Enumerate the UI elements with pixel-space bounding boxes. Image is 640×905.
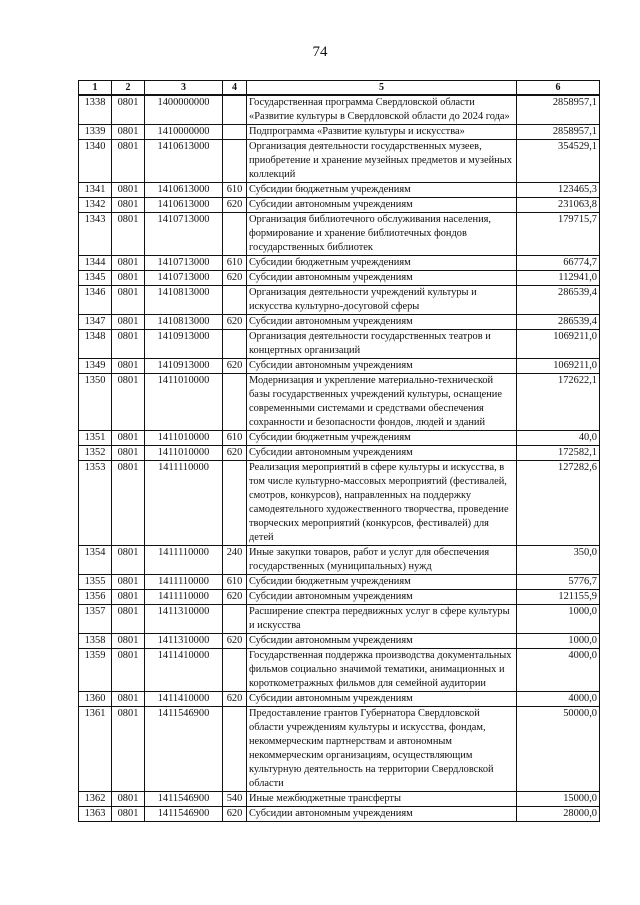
table-row	[79, 590, 600, 605]
row-number-cell: 1341	[79, 183, 112, 198]
table-header-row	[79, 81, 600, 96]
amount-cell: 231063,8	[517, 198, 600, 213]
item-name-cell: Государственная поддержка производства документальных фильмов социально значимой тематики, анимационных и короткометражных фильмов для семейной аудитории	[247, 649, 517, 692]
section-code-cell: 0801	[112, 95, 145, 125]
section-code-cell: 0801	[112, 140, 145, 183]
item-name-cell: Иные межбюджетные трансферты	[247, 792, 517, 807]
item-name-cell: Субсидии автономным учреждениям	[247, 198, 517, 213]
expense-type-cell: 620	[223, 271, 247, 286]
section-code-cell: 0801	[112, 256, 145, 271]
table-row	[79, 213, 600, 256]
target-code-cell: 1411546900	[145, 707, 223, 792]
row-number-cell: 1346	[79, 286, 112, 315]
amount-cell: 1000,0	[517, 634, 600, 649]
row-number-cell: 1345	[79, 271, 112, 286]
table-row	[79, 359, 600, 374]
row-number-cell: 1343	[79, 213, 112, 256]
section-code-cell: 0801	[112, 198, 145, 213]
table-row	[79, 330, 600, 359]
column-header: 3	[145, 81, 223, 96]
target-code-cell: 1410613000	[145, 198, 223, 213]
target-code-cell: 1411546900	[145, 807, 223, 822]
amount-cell: 15000,0	[517, 792, 600, 807]
expense-type-cell: 620	[223, 446, 247, 461]
section-code-cell: 0801	[112, 446, 145, 461]
table-row	[79, 140, 600, 183]
expense-type-cell: 610	[223, 183, 247, 198]
item-name-cell: Субсидии автономным учреждениям	[247, 807, 517, 822]
amount-cell: 66774,7	[517, 256, 600, 271]
section-code-cell: 0801	[112, 707, 145, 792]
amount-cell: 4000,0	[517, 692, 600, 707]
item-name-cell: Субсидии автономным учреждениям	[247, 446, 517, 461]
expense-type-cell	[223, 649, 247, 692]
section-code-cell: 0801	[112, 431, 145, 446]
row-number-cell: 1362	[79, 792, 112, 807]
expense-type-cell	[223, 374, 247, 431]
item-name-cell: Предоставление грантов Губернатора Свердловской области учреждениям культуры и искусства, фондам, некоммерческим партнерствам и автономным некоммерческим организациям, осуществляющим культурную деятельность на территории Свердловской области	[247, 707, 517, 792]
column-header: 6	[517, 81, 600, 96]
target-code-cell: 1410913000	[145, 330, 223, 359]
row-number-cell: 1344	[79, 256, 112, 271]
section-code-cell: 0801	[112, 359, 145, 374]
expense-type-cell	[223, 95, 247, 125]
expense-type-cell: 240	[223, 546, 247, 575]
target-code-cell: 1410713000	[145, 213, 223, 256]
expense-type-cell: 620	[223, 315, 247, 330]
amount-cell: 121155,9	[517, 590, 600, 605]
target-code-cell: 1411410000	[145, 692, 223, 707]
row-number-cell: 1351	[79, 431, 112, 446]
expense-type-cell: 620	[223, 590, 247, 605]
section-code-cell: 0801	[112, 286, 145, 315]
amount-cell: 172622,1	[517, 374, 600, 431]
budget-table	[78, 80, 600, 822]
item-name-cell: Субсидии автономным учреждениям	[247, 634, 517, 649]
expense-type-cell	[223, 461, 247, 546]
amount-cell: 127282,6	[517, 461, 600, 546]
target-code-cell: 1410613000	[145, 140, 223, 183]
row-number-cell: 1338	[79, 95, 112, 125]
table-body	[79, 95, 600, 822]
table-row	[79, 605, 600, 634]
section-code-cell: 0801	[112, 792, 145, 807]
target-code-cell: 1410813000	[145, 286, 223, 315]
section-code-cell: 0801	[112, 649, 145, 692]
expense-type-cell: 620	[223, 359, 247, 374]
amount-cell: 40,0	[517, 431, 600, 446]
amount-cell: 1000,0	[517, 605, 600, 634]
amount-cell: 123465,3	[517, 183, 600, 198]
expense-type-cell: 620	[223, 634, 247, 649]
section-code-cell: 0801	[112, 271, 145, 286]
section-code-cell: 0801	[112, 330, 145, 359]
expense-type-cell: 610	[223, 431, 247, 446]
target-code-cell: 1410713000	[145, 256, 223, 271]
item-name-cell: Организация деятельности учреждений культуры и искусства культурно-досуговой сферы	[247, 286, 517, 315]
target-code-cell: 1410613000	[145, 183, 223, 198]
amount-cell: 350,0	[517, 546, 600, 575]
item-name-cell: Субсидии бюджетным учреждениям	[247, 183, 517, 198]
section-code-cell: 0801	[112, 692, 145, 707]
table-row	[79, 807, 600, 822]
table-row	[79, 546, 600, 575]
target-code-cell: 1411410000	[145, 649, 223, 692]
row-number-cell: 1339	[79, 125, 112, 140]
amount-cell: 354529,1	[517, 140, 600, 183]
item-name-cell: Субсидии автономным учреждениям	[247, 315, 517, 330]
section-code-cell: 0801	[112, 213, 145, 256]
table-row	[79, 446, 600, 461]
table-row	[79, 198, 600, 213]
expense-type-cell	[223, 213, 247, 256]
amount-cell: 1069211,0	[517, 359, 600, 374]
target-code-cell: 1411010000	[145, 431, 223, 446]
target-code-cell: 1410713000	[145, 271, 223, 286]
table-row	[79, 125, 600, 140]
item-name-cell: Иные закупки товаров, работ и услуг для обеспечения государственных (муниципальных) нужд	[247, 546, 517, 575]
section-code-cell: 0801	[112, 575, 145, 590]
table-row	[79, 707, 600, 792]
section-code-cell: 0801	[112, 125, 145, 140]
section-code-cell: 0801	[112, 634, 145, 649]
row-number-cell: 1356	[79, 590, 112, 605]
target-code-cell: 1411310000	[145, 634, 223, 649]
item-name-cell: Реализация мероприятий в сфере культуры и искусства, в том числе культурно-массовых мероприятий (фестивалей, смотров, конкурсов), направленных на поддержку самодеятельного художественного творчества, проведение творческих мероприятий (конкурсов, фестивалей) для детей	[247, 461, 517, 546]
expense-type-cell	[223, 707, 247, 792]
section-code-cell: 0801	[112, 807, 145, 822]
item-name-cell: Субсидии бюджетным учреждениям	[247, 431, 517, 446]
row-number-cell: 1359	[79, 649, 112, 692]
expense-type-cell: 620	[223, 692, 247, 707]
amount-cell: 2858957,1	[517, 95, 600, 125]
row-number-cell: 1355	[79, 575, 112, 590]
expense-type-cell	[223, 125, 247, 140]
row-number-cell: 1361	[79, 707, 112, 792]
table-row	[79, 649, 600, 692]
table-row	[79, 692, 600, 707]
table-row	[79, 183, 600, 198]
table-row	[79, 271, 600, 286]
item-name-cell: Субсидии автономным учреждениям	[247, 271, 517, 286]
target-code-cell: 1410913000	[145, 359, 223, 374]
section-code-cell: 0801	[112, 183, 145, 198]
row-number-cell: 1340	[79, 140, 112, 183]
item-name-cell: Субсидии автономным учреждениям	[247, 359, 517, 374]
row-number-cell: 1358	[79, 634, 112, 649]
item-name-cell: Расширение спектра передвижных услуг в сфере культуры и искусства	[247, 605, 517, 634]
amount-cell: 5776,7	[517, 575, 600, 590]
expense-type-cell	[223, 605, 247, 634]
item-name-cell: Субсидии бюджетным учреждениям	[247, 575, 517, 590]
expense-type-cell: 610	[223, 256, 247, 271]
item-name-cell: Организация деятельности государственных театров и концертных организаций	[247, 330, 517, 359]
row-number-cell: 1347	[79, 315, 112, 330]
table-row	[79, 461, 600, 546]
row-number-cell: 1360	[79, 692, 112, 707]
section-code-cell: 0801	[112, 546, 145, 575]
expense-type-cell: 610	[223, 575, 247, 590]
item-name-cell: Государственная программа Свердловской области «Развитие культуры в Свердловской области до 2024 года»	[247, 95, 517, 125]
column-header: 1	[79, 81, 112, 96]
section-code-cell: 0801	[112, 315, 145, 330]
target-code-cell: 1411110000	[145, 575, 223, 590]
table-row	[79, 95, 600, 125]
item-name-cell: Модернизация и укрепление материально-технической базы государственных учреждений культуры, оснащение современными системами и средствами обеспечения сохранности и безопасности фондов, людей и зданий	[247, 374, 517, 431]
amount-cell: 179715,7	[517, 213, 600, 256]
table-row	[79, 286, 600, 315]
target-code-cell: 1411010000	[145, 374, 223, 431]
table-row	[79, 374, 600, 431]
target-code-cell: 1410000000	[145, 125, 223, 140]
page-number: 74	[312, 44, 328, 60]
expense-type-cell: 540	[223, 792, 247, 807]
row-number-cell: 1352	[79, 446, 112, 461]
row-number-cell: 1342	[79, 198, 112, 213]
row-number-cell: 1349	[79, 359, 112, 374]
table-row	[79, 634, 600, 649]
amount-cell: 112941,0	[517, 271, 600, 286]
target-code-cell: 1410813000	[145, 315, 223, 330]
row-number-cell: 1348	[79, 330, 112, 359]
table-row	[79, 575, 600, 590]
item-name-cell: Субсидии бюджетным учреждениям	[247, 256, 517, 271]
table-row	[79, 256, 600, 271]
target-code-cell: 1411546900	[145, 792, 223, 807]
amount-cell: 172582,1	[517, 446, 600, 461]
amount-cell: 286539,4	[517, 315, 600, 330]
row-number-cell: 1350	[79, 374, 112, 431]
item-name-cell: Субсидии автономным учреждениям	[247, 692, 517, 707]
column-header: 5	[247, 81, 517, 96]
column-header: 4	[223, 81, 247, 96]
section-code-cell: 0801	[112, 590, 145, 605]
target-code-cell: 1411010000	[145, 446, 223, 461]
table-row	[79, 315, 600, 330]
amount-cell: 1069211,0	[517, 330, 600, 359]
item-name-cell: Субсидии автономным учреждениям	[247, 590, 517, 605]
expense-type-cell	[223, 286, 247, 315]
item-name-cell: Организация библиотечного обслуживания населения, формирование и хранение библиотечных фондов государственных библиотек	[247, 213, 517, 256]
amount-cell: 4000,0	[517, 649, 600, 692]
row-number-cell: 1363	[79, 807, 112, 822]
column-header: 2	[112, 81, 145, 96]
target-code-cell: 1411110000	[145, 590, 223, 605]
amount-cell: 2858957,1	[517, 125, 600, 140]
section-code-cell: 0801	[112, 461, 145, 546]
section-code-cell: 0801	[112, 374, 145, 431]
target-code-cell: 1411110000	[145, 461, 223, 546]
table-row	[79, 431, 600, 446]
item-name-cell: Подпрограмма «Развитие культуры и искусства»	[247, 125, 517, 140]
row-number-cell: 1357	[79, 605, 112, 634]
target-code-cell: 1411110000	[145, 546, 223, 575]
amount-cell: 286539,4	[517, 286, 600, 315]
item-name-cell: Организация деятельности государственных музеев, приобретение и хранение музейных предметов и музейных коллекций	[247, 140, 517, 183]
expense-type-cell	[223, 140, 247, 183]
amount-cell: 28000,0	[517, 807, 600, 822]
target-code-cell: 1400000000	[145, 95, 223, 125]
table-row	[79, 792, 600, 807]
row-number-cell: 1353	[79, 461, 112, 546]
expense-type-cell	[223, 330, 247, 359]
expense-type-cell: 620	[223, 807, 247, 822]
target-code-cell: 1411310000	[145, 605, 223, 634]
section-code-cell: 0801	[112, 605, 145, 634]
amount-cell: 50000,0	[517, 707, 600, 792]
expense-type-cell: 620	[223, 198, 247, 213]
row-number-cell: 1354	[79, 546, 112, 575]
